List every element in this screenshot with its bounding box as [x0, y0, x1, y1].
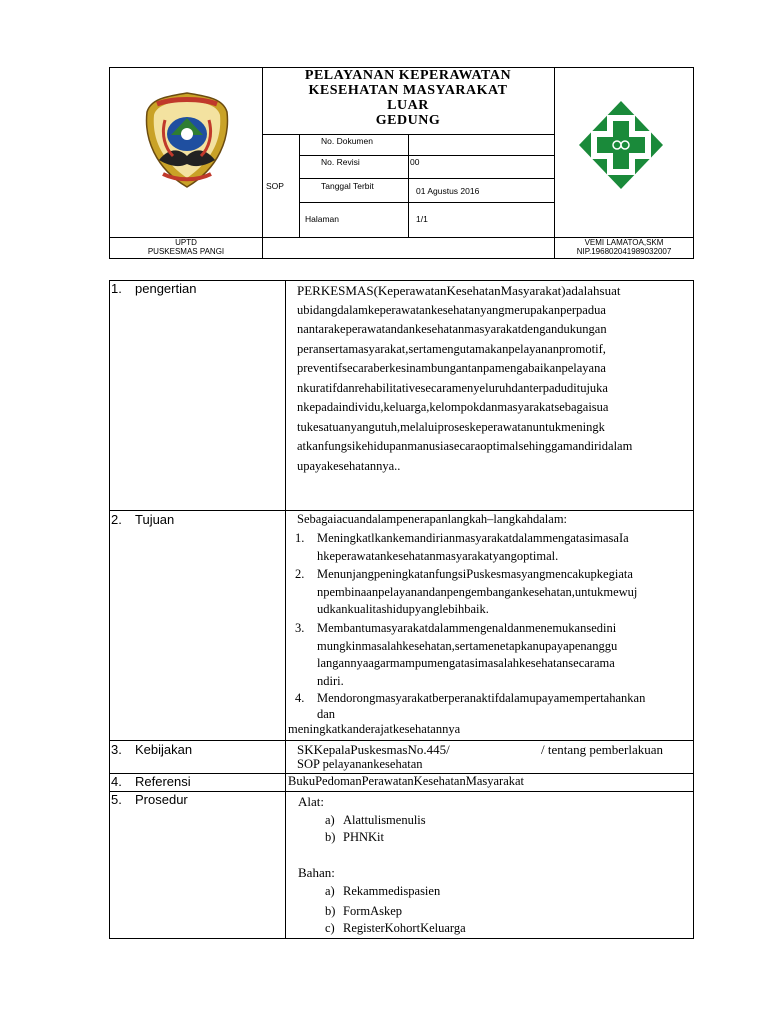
paragraph-line: nkepadaindividu,keluarga,kelompokdanmasyarakatsebagaisua — [297, 400, 609, 414]
list-item — [317, 690, 645, 722]
table-divider — [285, 280, 286, 939]
list-item: Rekammedispasien — [343, 884, 441, 898]
page-label: Halaman — [305, 214, 340, 224]
list-marker: a) — [325, 813, 335, 827]
table-divider — [109, 740, 694, 741]
title-line: KESEHATAN MASYARAKAT — [308, 83, 508, 98]
section-number: 5. — [111, 792, 122, 807]
doc-number-label: No. Dokumen — [321, 136, 373, 146]
list-item-line: MeningkatlkankemandirianmasyarakatdalammengatasimasaIa — [317, 531, 629, 545]
referensi-text: BukuPedomanPerawatanKesehatanMasyarakat — [288, 774, 525, 788]
paragraph-line: ubidangdalamkeperawatankesehatanyangmerupakanperpadua — [297, 302, 606, 317]
paragraph-line: upayakesehatannya.. — [297, 458, 401, 473]
list-number: 1. — [295, 531, 305, 545]
document-title — [262, 68, 554, 128]
table-divider — [109, 791, 694, 792]
header-divider — [299, 155, 554, 156]
title-line: GEDUNG — [375, 113, 441, 128]
section-label: pengertian — [135, 281, 197, 296]
list-number: 2. — [295, 567, 305, 581]
signatory-nip: NIP.196802041989032007 — [576, 247, 672, 256]
header-divider — [554, 67, 555, 258]
list-marker: b) — [325, 904, 336, 918]
kebijakan-text: SKKepalaPuskesmasNo.445/ — [297, 742, 450, 757]
section-label: Kebijakan — [135, 742, 193, 757]
header-divider — [262, 134, 554, 135]
paragraph-line: preventifsecaraberkesinambungantanpamengabaikanpelayana — [297, 361, 606, 375]
page-value: 1/1 — [416, 214, 428, 224]
paragraph-line: tukesatuanyangutuh,melaluiproseskeperawatanuntukmeningk — [297, 419, 605, 434]
kebijakan-text: SOP pelayanankesehatan — [297, 757, 423, 771]
section-number: 4. — [111, 774, 122, 789]
section-number: 2. — [111, 512, 122, 527]
list-marker: b) — [325, 830, 336, 844]
list-item-line: hkeperawatankesehatanmasyarakatyangoptimal. — [317, 548, 559, 563]
section-label: Referensi — [135, 774, 191, 789]
list-number: 4. — [295, 691, 305, 705]
list-item: RegisterKohortKeluarga — [343, 921, 466, 935]
list-item-line: mungkinmasalahkesehatan,sertamenetapkanupayapenanggu — [317, 638, 618, 653]
section-label: Prosedur — [135, 792, 188, 807]
issue-date-value: 01 Agustus 2016 — [416, 186, 480, 196]
pengertian-text — [297, 281, 632, 476]
issue-date-label: Tanggal Terbit — [321, 181, 374, 191]
header-divider — [299, 134, 300, 237]
paragraph-line: nkuratifdanrehabilitativesecaramenyeluruhdanterpaduditujuka — [297, 380, 608, 395]
paragraph-line: peransertamasyarakat,sertamengutamakanpelayananpromotif, — [297, 341, 606, 356]
section-number: 3. — [111, 742, 122, 757]
section-label: Tujuan — [135, 512, 175, 527]
list-item-line: udkankualitashidupyanglebihbaik. — [317, 602, 489, 616]
header-divider — [408, 134, 409, 237]
list-item-line: dan — [317, 707, 336, 721]
list-item — [317, 566, 637, 619]
list-item-line: ndiri. — [317, 673, 344, 688]
list-marker: a) — [325, 884, 335, 898]
title-line: LUAR — [387, 98, 429, 113]
org-name — [110, 238, 262, 256]
header-divider — [299, 202, 554, 203]
tujuan-tail: meningkatkanderajatkesehatannya — [288, 722, 461, 736]
list-item — [317, 530, 629, 565]
list-item-line: Mendorongmasyarakatberperanaktifdalamupayamempertahankan — [317, 691, 646, 705]
list-item-line: langannyaagarmampumengatasimasalahkesehatansecarama — [317, 656, 615, 670]
kebijakan-text: / tentang pemberlakuan — [541, 742, 664, 757]
list-marker: c) — [325, 921, 335, 935]
paragraph-line: atkanfungsikehidupanmanusiasecaraoptimalsehinggamandiridalam — [297, 439, 633, 453]
regency-logo — [143, 90, 231, 190]
revision-label: No. Revisi — [321, 157, 360, 167]
title-line: PELAYANAN KEPERAWATAN — [304, 68, 512, 83]
bahan-heading: Bahan: — [298, 865, 335, 880]
header-divider — [299, 178, 554, 179]
tujuan-intro: Sebagaiacuandalampenerapanlangkah–langkahdalam: — [297, 512, 568, 526]
list-item-line: npembinaanpelayanandanpengembangankesehatan,untukmewuj — [317, 584, 638, 599]
section-number: 1. — [111, 281, 122, 296]
paragraph-line: nantarakeperawatandankesehatanmasyarakatdengandukungan — [297, 322, 607, 336]
list-item-line: MenunjangpeningkatanfungsiPuskesmasyangmencakupkegiata — [317, 567, 633, 581]
org-puskesmas: PUSKESMAS PANGI — [147, 247, 225, 256]
table-divider — [109, 510, 694, 511]
revision-value: 00 — [410, 157, 420, 167]
list-item: FormAskep — [343, 904, 403, 918]
list-item — [317, 620, 617, 690]
list-item: Alattulismenulis — [343, 813, 426, 827]
list-number: 3. — [295, 621, 305, 635]
list-item: PHNKit — [343, 830, 384, 844]
list-item-line: Membantumasyarakatdalammengenaldanmenemukansedini — [317, 621, 617, 635]
alat-heading: Alat: — [298, 794, 324, 809]
health-cross-logo — [577, 99, 665, 191]
signatory-name: VEMI LAMATOA,SKM — [584, 238, 664, 247]
signatory — [554, 238, 694, 256]
org-unit: UPTD — [175, 238, 197, 247]
paragraph-line: PERKESMAS(KeperawatanKesehatanMasyarakat)adalahsuat — [297, 283, 621, 298]
sop-label: SOP — [266, 181, 284, 191]
